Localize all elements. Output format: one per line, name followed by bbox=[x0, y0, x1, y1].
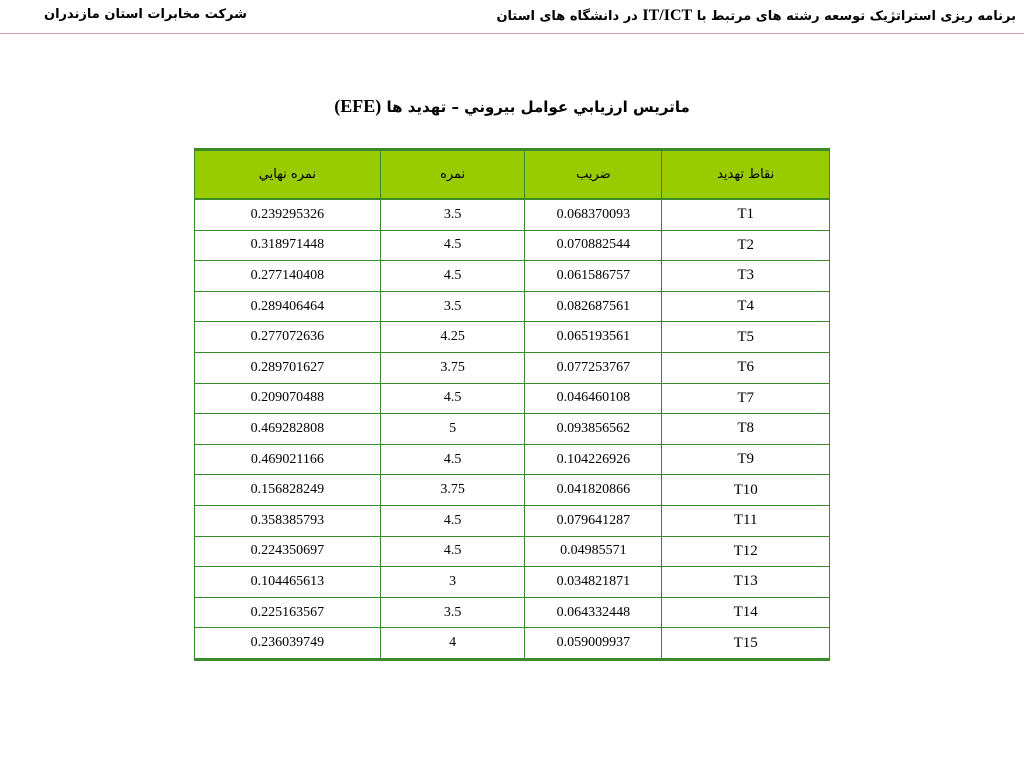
header-title-pre: برنامه ریزی استراتژیک توسعه رشته های مرتبط با bbox=[696, 9, 1016, 24]
cell-weight: 0.104226926 bbox=[525, 444, 662, 475]
cell-weight: 0.082687561 bbox=[525, 291, 662, 322]
cell-score: 4.5 bbox=[380, 444, 525, 475]
cell-weight: 0.070882544 bbox=[525, 230, 662, 261]
table-row bbox=[195, 352, 830, 383]
cell-weight: 0.061586757 bbox=[525, 261, 662, 292]
cell-final-score: 0.209070488 bbox=[195, 383, 381, 414]
cell-weight: 0.077253767 bbox=[525, 352, 662, 383]
cell-score: 3 bbox=[380, 567, 525, 598]
cell-score: 4 bbox=[380, 628, 525, 660]
cell-weight: 0.04985571 bbox=[525, 536, 662, 567]
table-header-row bbox=[195, 150, 830, 200]
cell-threat-id: T13 bbox=[662, 567, 830, 598]
cell-threat-id: T5 bbox=[662, 322, 830, 353]
table-row bbox=[195, 628, 830, 660]
header-company-name: شرکت مخابرات استان مازندران bbox=[44, 7, 247, 22]
table-row bbox=[195, 536, 830, 567]
table-row bbox=[195, 505, 830, 536]
cell-score: 4.25 bbox=[380, 322, 525, 353]
table-row bbox=[195, 475, 830, 506]
cell-score: 3.75 bbox=[380, 352, 525, 383]
cell-score: 3.75 bbox=[380, 475, 525, 506]
table-row bbox=[195, 230, 830, 261]
page-title bbox=[0, 96, 1024, 117]
cell-weight: 0.093856562 bbox=[525, 414, 662, 445]
cell-score: 4.5 bbox=[380, 505, 525, 536]
cell-final-score: 0.358385793 bbox=[195, 505, 381, 536]
header-title-latin: IT/ICT bbox=[642, 7, 693, 24]
cell-score: 4.5 bbox=[380, 536, 525, 567]
cell-threat-id: T9 bbox=[662, 444, 830, 475]
cell-score: 4.5 bbox=[380, 261, 525, 292]
table-row bbox=[195, 383, 830, 414]
cell-score: 3.5 bbox=[380, 597, 525, 628]
header-project-title bbox=[496, 7, 1016, 25]
cell-final-score: 0.469021166 bbox=[195, 444, 381, 475]
cell-threat-id: T12 bbox=[662, 536, 830, 567]
cell-final-score: 0.289701627 bbox=[195, 352, 381, 383]
cell-weight: 0.059009937 bbox=[525, 628, 662, 660]
table-row bbox=[195, 444, 830, 475]
cell-weight: 0.065193561 bbox=[525, 322, 662, 353]
cell-final-score: 0.104465613 bbox=[195, 567, 381, 598]
cell-weight: 0.046460108 bbox=[525, 383, 662, 414]
cell-final-score: 0.225163567 bbox=[195, 597, 381, 628]
cell-weight: 0.064332448 bbox=[525, 597, 662, 628]
cell-final-score: 0.239295326 bbox=[195, 199, 381, 230]
cell-final-score: 0.277072636 bbox=[195, 322, 381, 353]
cell-threat-id: T14 bbox=[662, 597, 830, 628]
cell-threat-id: T7 bbox=[662, 383, 830, 414]
cell-score: 5 bbox=[380, 414, 525, 445]
cell-threat-id: T10 bbox=[662, 475, 830, 506]
table-row bbox=[195, 291, 830, 322]
page-header bbox=[0, 0, 1024, 34]
table-row bbox=[195, 597, 830, 628]
table-row bbox=[195, 322, 830, 353]
column-header-final-score: نمره نهايي bbox=[195, 150, 381, 200]
table-row bbox=[195, 199, 830, 230]
cell-final-score: 0.224350697 bbox=[195, 536, 381, 567]
cell-threat-id: T1 bbox=[662, 199, 830, 230]
table-body bbox=[195, 199, 830, 659]
cell-final-score: 0.236039749 bbox=[195, 628, 381, 660]
header-title-post: در دانشگاه های استان bbox=[496, 9, 638, 24]
cell-weight: 0.041820866 bbox=[525, 475, 662, 506]
efe-threats-table bbox=[194, 148, 830, 661]
cell-final-score: 0.318971448 bbox=[195, 230, 381, 261]
cell-threat-id: T4 bbox=[662, 291, 830, 322]
cell-threat-id: T15 bbox=[662, 628, 830, 660]
cell-final-score: 0.469282808 bbox=[195, 414, 381, 445]
cell-threat-id: T11 bbox=[662, 505, 830, 536]
cell-score: 4.5 bbox=[380, 230, 525, 261]
title-latin: (EFE) bbox=[334, 96, 382, 116]
cell-threat-id: T2 bbox=[662, 230, 830, 261]
cell-score: 3.5 bbox=[380, 199, 525, 230]
cell-final-score: 0.277140408 bbox=[195, 261, 381, 292]
cell-weight: 0.034821871 bbox=[525, 567, 662, 598]
cell-score: 3.5 bbox=[380, 291, 525, 322]
table-row bbox=[195, 567, 830, 598]
cell-threat-id: T6 bbox=[662, 352, 830, 383]
cell-final-score: 0.289406464 bbox=[195, 291, 381, 322]
cell-threat-id: T3 bbox=[662, 261, 830, 292]
cell-final-score: 0.156828249 bbox=[195, 475, 381, 506]
cell-weight: 0.079641287 bbox=[525, 505, 662, 536]
cell-threat-id: T8 bbox=[662, 414, 830, 445]
table-row bbox=[195, 261, 830, 292]
column-header-score: نمره bbox=[380, 150, 525, 200]
title-persian: ماتريس ارزيابي عوامل بيروني – تهديد ها bbox=[386, 98, 690, 116]
cell-score: 4.5 bbox=[380, 383, 525, 414]
column-header-weight: ضريب bbox=[525, 150, 662, 200]
table-row bbox=[195, 414, 830, 445]
column-header-threat: نقاط تهديد bbox=[662, 150, 830, 200]
cell-weight: 0.068370093 bbox=[525, 199, 662, 230]
